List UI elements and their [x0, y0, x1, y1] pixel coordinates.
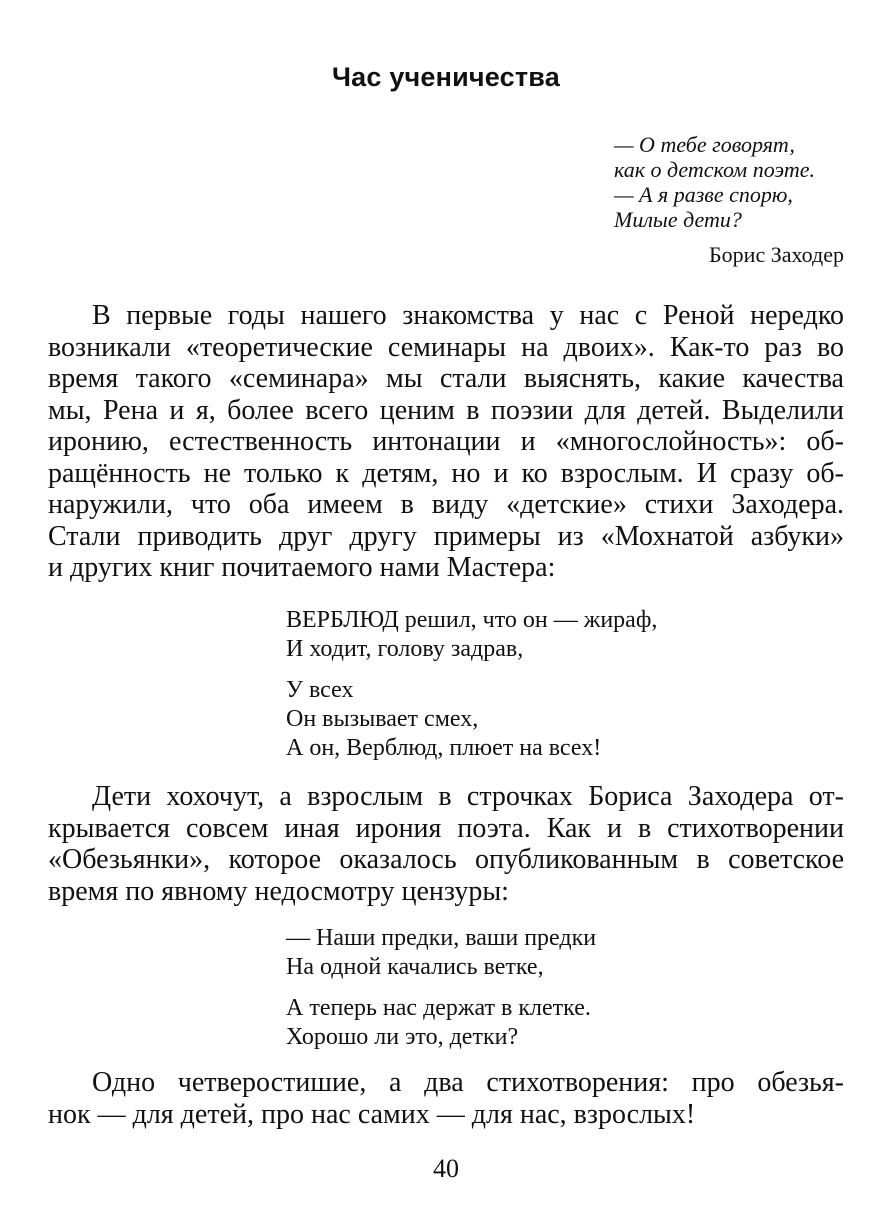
- poem-line: А он, Верблюд, плюет на всех!: [286, 735, 602, 761]
- paragraph-line: время такого «семинара» мы стали выяснять, какие качества: [48, 363, 844, 394]
- paragraph-line: нок — для детей, про нас самих — для нас, взрослых!: [48, 1098, 696, 1130]
- paragraph-line: крывается совсем иная ирония поэта. Как и в стихотворении: [48, 812, 844, 844]
- epigraph-line: Милые дети?: [614, 207, 742, 232]
- paragraph-line: мы, Рена и я, более всего ценим в поэзии для детей. Выделили: [48, 394, 844, 426]
- paragraph-2: [48, 781, 844, 907]
- paragraph-line: Одно четверостишие, а два стихотворения: про обезья-: [92, 1067, 844, 1098]
- book-page: [48, 0, 844, 1217]
- poem-line: И ходит, голову задрав,: [286, 636, 524, 662]
- poem-monkeys: [286, 924, 596, 1052]
- poem-stanza: [286, 924, 596, 982]
- poem-line: У всех: [286, 677, 354, 703]
- poem-line: Хорошо ли это, детки?: [286, 1024, 519, 1050]
- epigraph-line: как о детском поэте.: [614, 157, 815, 182]
- chapter-title: Час ученичества: [332, 62, 560, 92]
- paragraph-line: иронию, естественность интонации и «многослойность»: об-: [48, 426, 844, 457]
- paragraph-3: [48, 1067, 844, 1130]
- page-number: 40: [433, 1154, 459, 1183]
- epigraph: [614, 132, 844, 267]
- paragraph-line: наружили, что оба имеем в виду «детские» стихи Заходера.: [48, 489, 844, 520]
- paragraph-line: Стали приводить друг другу примеры из «Мохнатой азбуки»: [48, 520, 844, 552]
- paragraph-line: «Обезьянки», которое оказалось опубликованным в советское: [48, 844, 844, 875]
- paragraph-line: ращённость не только к детям, но и ко взрослым. И сразу об-: [48, 457, 844, 489]
- paragraph-line: возникали «теоретические семинары на двоих». Как-то раз во: [48, 331, 844, 363]
- poem-camel: [286, 606, 657, 763]
- epigraph-line: — О тебе говорят,: [614, 132, 795, 157]
- paragraph-line: Дети хохочут, а взрослым в строчках Бориса Заходера от-: [92, 781, 844, 812]
- poem-line: Он вызывает смех,: [286, 706, 479, 732]
- poem-stanza: [286, 606, 657, 664]
- poem-line: — Наши предки, ваши предки: [286, 925, 597, 951]
- poem-stanza: [286, 994, 596, 1052]
- paragraph-1: [48, 300, 844, 584]
- epigraph-line: — А я разве спорю,: [614, 182, 793, 207]
- poem-line: ВЕРБЛЮД решил, что он — жираф,: [286, 607, 658, 633]
- poem-stanza: [286, 676, 657, 763]
- paragraph-line: время по явному недосмотру цензуры:: [48, 875, 509, 907]
- epigraph-author: Борис Заходер: [709, 242, 844, 267]
- epigraph-verse: [614, 132, 844, 232]
- poem-line: А теперь нас держат в клетке.: [286, 995, 591, 1021]
- paragraph-line: В первые годы нашего знакомства у нас с Реной нередко: [92, 300, 844, 331]
- poem-line: На одной качались ветке,: [286, 954, 544, 980]
- paragraph-line: и других книг почитаемого нами Мастера:: [48, 552, 556, 583]
